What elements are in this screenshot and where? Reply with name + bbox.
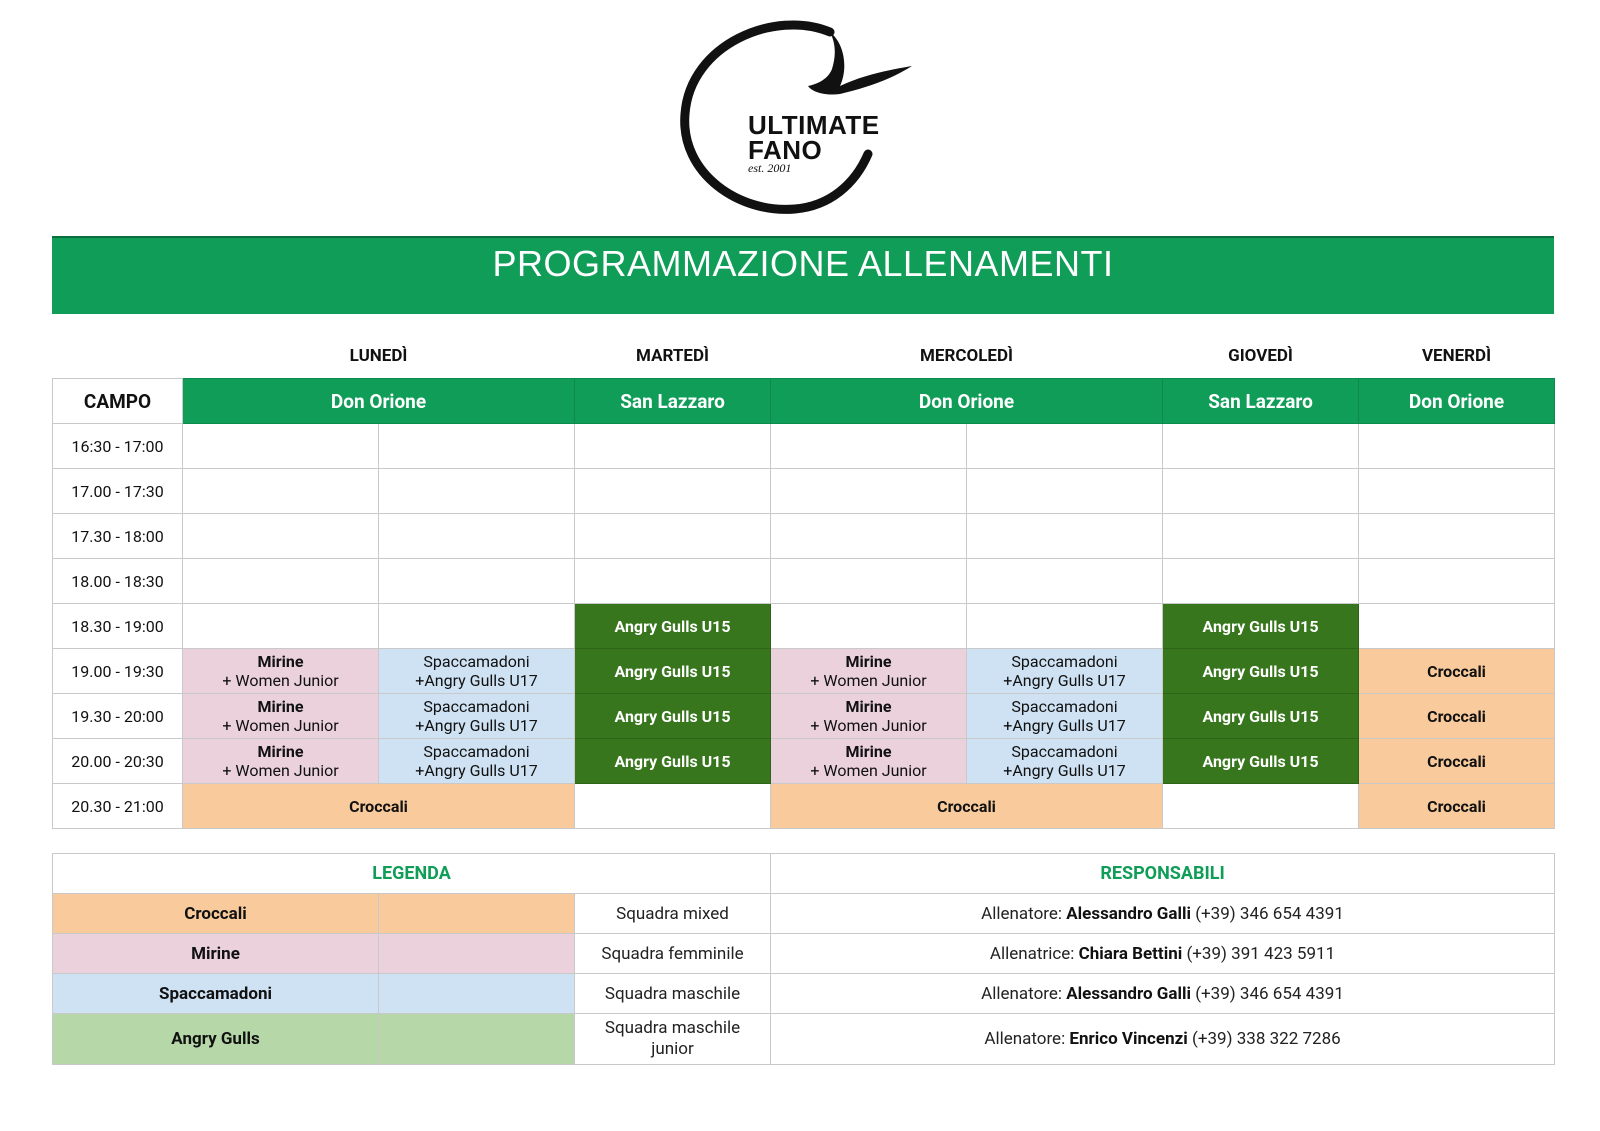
time-cell: 20.30 - 21:00 — [53, 784, 183, 829]
legend-row — [53, 894, 1555, 934]
session-croccali: Croccali — [771, 784, 1163, 829]
legend-row — [53, 934, 1555, 974]
session-name: Spaccamadoni — [423, 652, 530, 671]
empty-cell — [1163, 559, 1359, 604]
session-spaccamadoni — [967, 649, 1163, 694]
venue-martedi: San Lazzaro — [575, 379, 771, 424]
responsabile-name: Enrico Vincenzi — [1069, 1029, 1188, 1049]
empty-cell — [1359, 559, 1555, 604]
responsabile-phone: (+39) 338 322 7286 — [1192, 1029, 1341, 1049]
session-mirine — [183, 649, 379, 694]
logo-text-ultimate: ULTIMATE — [748, 110, 880, 140]
empty-cell — [771, 424, 967, 469]
slot-row — [53, 604, 1555, 649]
title-banner — [52, 236, 1554, 314]
time-cell: 19.30 - 20:00 — [53, 694, 183, 739]
session-spaccamadoni — [967, 694, 1163, 739]
empty-cell — [575, 784, 771, 829]
session-name: Spaccamadoni — [423, 742, 530, 761]
empty-cell — [1359, 514, 1555, 559]
logo-text-fano: FANO — [748, 135, 823, 165]
session-name: Spaccamadoni — [423, 697, 530, 716]
legend-row — [53, 1014, 1555, 1065]
session-extra: +Angry Gulls U17 — [415, 716, 538, 735]
legend-swatch — [379, 974, 575, 1014]
slot-row — [53, 649, 1555, 694]
legend-name-mirine: Mirine — [53, 934, 379, 974]
responsabile-role: Allenatore: — [981, 903, 1063, 924]
legend-title: LEGENDA — [53, 854, 771, 894]
session-extra: +Angry Gulls U17 — [415, 671, 538, 690]
session-mirine — [771, 649, 967, 694]
empty-cell — [379, 514, 575, 559]
session-extra: +Angry Gulls U17 — [1003, 761, 1126, 780]
empty-cell — [771, 604, 967, 649]
session-name: Mirine — [845, 697, 892, 716]
session-name: Spaccamadoni — [1011, 742, 1118, 761]
time-cell: 18.30 - 19:00 — [53, 604, 183, 649]
responsabile-name: Chiara Bettini — [1078, 943, 1183, 964]
empty-cell — [379, 469, 575, 514]
session-extra: +Angry Gulls U17 — [415, 761, 538, 780]
empty-cell — [771, 469, 967, 514]
empty-cell — [575, 559, 771, 604]
empty-cell — [1163, 424, 1359, 469]
session-extra: + Women Junior — [222, 761, 339, 780]
empty-cell — [967, 559, 1163, 604]
legend-name-angry-gulls: Angry Gulls — [53, 1014, 379, 1065]
session-extra: +Angry Gulls U17 — [1003, 716, 1126, 735]
empty-cell — [1359, 424, 1555, 469]
empty-cell — [183, 559, 379, 604]
session-croccali: Croccali — [1359, 649, 1555, 694]
session-spaccamadoni — [379, 649, 575, 694]
session-name: Mirine — [257, 697, 304, 716]
venue-mercoledi: Don Orione — [771, 379, 1163, 424]
schedule-table — [52, 334, 1555, 829]
session-extra: +Angry Gulls U17 — [1003, 671, 1126, 690]
session-extra: + Women Junior — [810, 671, 927, 690]
day-header-row — [53, 334, 1555, 379]
session-name: Mirine — [257, 652, 304, 671]
time-cell: 20.00 - 20:30 — [53, 739, 183, 784]
legend-swatch — [379, 894, 575, 934]
session-extra: + Women Junior — [222, 671, 339, 690]
slot-row — [53, 559, 1555, 604]
logo-text-est: est. 2001 — [748, 161, 792, 175]
empty-cell — [183, 424, 379, 469]
legend-swatch — [379, 934, 575, 974]
session-angry-gulls-u15: Angry Gulls U15 — [575, 694, 771, 739]
responsabile-cell — [771, 1014, 1555, 1065]
empty-cell — [379, 604, 575, 649]
empty-cell — [771, 559, 967, 604]
empty-cell — [967, 604, 1163, 649]
legend-table — [52, 853, 1555, 1065]
session-croccali: Croccali — [183, 784, 575, 829]
venue-row — [53, 379, 1555, 424]
slot-row — [53, 739, 1555, 784]
venue-giovedi: San Lazzaro — [1163, 379, 1359, 424]
session-angry-gulls-u15: Angry Gulls U15 — [1163, 739, 1359, 784]
session-spaccamadoni — [379, 739, 575, 784]
responsabile-cell — [771, 894, 1555, 934]
session-angry-gulls-u15: Angry Gulls U15 — [575, 739, 771, 784]
slot-row — [53, 469, 1555, 514]
responsabile-role: Allenatore: — [984, 1029, 1066, 1049]
slot-row — [53, 424, 1555, 469]
empty-cell — [1359, 604, 1555, 649]
time-cell: 18.00 - 18:30 — [53, 559, 183, 604]
time-cell: 17.00 - 17:30 — [53, 469, 183, 514]
responsabile-name: Alessandro Galli — [1066, 903, 1191, 924]
empty-cell — [183, 514, 379, 559]
time-cell: 16:30 - 17:00 — [53, 424, 183, 469]
slot-row — [53, 694, 1555, 739]
session-name: Spaccamadoni — [1011, 697, 1118, 716]
legend-desc: Squadra mixed — [575, 894, 771, 934]
session-name: Mirine — [845, 652, 892, 671]
legend-name-croccali: Croccali — [53, 894, 379, 934]
venue-venerdi: Don Orione — [1359, 379, 1555, 424]
empty-cell — [1163, 514, 1359, 559]
ultimate-fano-logo — [680, 14, 920, 214]
responsabile-name: Alessandro Galli — [1066, 983, 1191, 1004]
empty-cell — [1163, 469, 1359, 514]
session-mirine — [771, 694, 967, 739]
session-angry-gulls-u15: Angry Gulls U15 — [1163, 649, 1359, 694]
session-extra: + Women Junior — [222, 716, 339, 735]
session-croccali: Croccali — [1359, 784, 1555, 829]
responsabile-cell — [771, 974, 1555, 1014]
responsabile-cell — [771, 934, 1555, 974]
day-lunedi: LUNEDÌ — [349, 346, 408, 366]
legend-swatch — [379, 1014, 575, 1065]
responsabile-phone: (+39) 346 654 4391 — [1195, 903, 1344, 924]
empty-cell — [967, 469, 1163, 514]
slot-row — [53, 784, 1555, 829]
responsabili-title: RESPONSABILI — [771, 854, 1555, 894]
empty-cell — [575, 514, 771, 559]
responsabile-role: Allenatore: — [981, 983, 1063, 1004]
session-angry-gulls-u15: Angry Gulls U15 — [1163, 604, 1359, 649]
empty-cell — [575, 424, 771, 469]
legend-row — [53, 974, 1555, 1014]
legend-desc: Squadra maschile — [575, 974, 771, 1014]
page-title: PROGRAMMAZIONE ALLENAMENTI — [492, 243, 1114, 284]
empty-cell — [967, 424, 1163, 469]
day-venerdi: VENERDÌ — [1421, 346, 1492, 366]
empty-cell — [183, 604, 379, 649]
day-header-empty — [53, 334, 183, 379]
session-name: Spaccamadoni — [1011, 652, 1118, 671]
session-angry-gulls-u15: Angry Gulls U15 — [575, 649, 771, 694]
legend-desc: Squadra maschile junior — [575, 1014, 771, 1065]
session-angry-gulls-u15: Angry Gulls U15 — [1163, 694, 1359, 739]
session-mirine — [183, 739, 379, 784]
empty-cell — [575, 469, 771, 514]
campo-label: CAMPO — [53, 379, 183, 424]
empty-cell — [1163, 784, 1359, 829]
empty-cell — [183, 469, 379, 514]
legend-header-row — [53, 854, 1555, 894]
day-mercoledi: MERCOLEDÌ — [920, 346, 1013, 366]
session-extra: + Women Junior — [810, 761, 927, 780]
responsabile-phone: (+39) 391 423 5911 — [1186, 943, 1336, 964]
session-croccali: Croccali — [1359, 739, 1555, 784]
empty-cell — [379, 424, 575, 469]
empty-cell — [967, 514, 1163, 559]
empty-cell — [771, 514, 967, 559]
session-croccali: Croccali — [1359, 694, 1555, 739]
session-extra: + Women Junior — [810, 716, 927, 735]
responsabile-phone: (+39) 346 654 4391 — [1195, 983, 1344, 1004]
session-spaccamadoni — [967, 739, 1163, 784]
empty-cell — [1359, 469, 1555, 514]
session-spaccamadoni — [379, 694, 575, 739]
session-mirine — [183, 694, 379, 739]
time-cell: 17.30 - 18:00 — [53, 514, 183, 559]
session-name: Mirine — [845, 742, 892, 761]
session-angry-gulls-u15: Angry Gulls U15 — [575, 604, 771, 649]
legend-name-spaccamadoni: Spaccamadoni — [53, 974, 379, 1014]
day-giovedi: GIOVEDÌ — [1228, 346, 1293, 366]
legend-desc: Squadra femminile — [575, 934, 771, 974]
time-cell: 19.00 - 19:30 — [53, 649, 183, 694]
session-mirine — [771, 739, 967, 784]
venue-lunedi: Don Orione — [183, 379, 575, 424]
session-name: Mirine — [257, 742, 304, 761]
slot-row — [53, 514, 1555, 559]
responsabile-role: Allenatrice: — [989, 943, 1075, 964]
day-martedi: MARTEDÌ — [636, 346, 709, 366]
empty-cell — [379, 559, 575, 604]
